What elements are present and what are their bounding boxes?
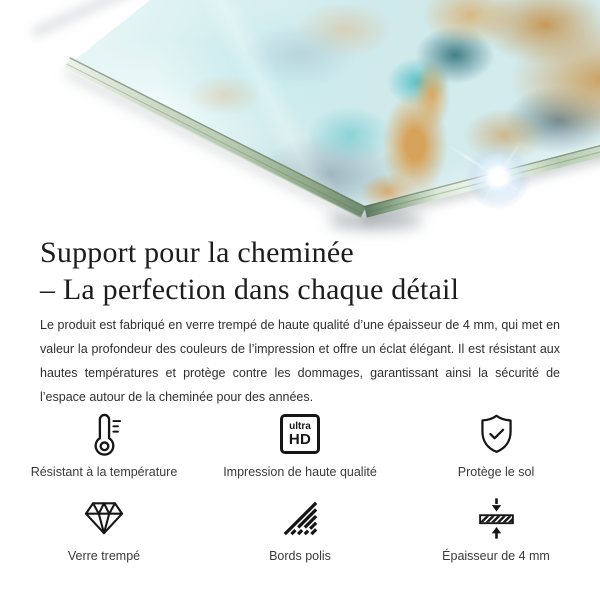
feature-temperature-resistant (6, 409, 202, 493)
feature-label: Protège le sol (457, 465, 535, 479)
feature-label: Épaisseur de 4 mm (442, 549, 550, 563)
feature-label: Bords polis (269, 549, 331, 563)
feature-thickness (398, 493, 594, 577)
feature-polished-edges (202, 493, 398, 577)
shield-check-icon (474, 411, 519, 457)
feature-floor-protection (398, 409, 594, 493)
ultra-hd-icon: ultra HD (280, 411, 320, 457)
page-title-line2: – La perfection dans chaque détail (40, 273, 460, 306)
page-title (40, 234, 600, 308)
page-title-line1: Support pour la cheminée (40, 236, 354, 269)
feature-print-quality (202, 409, 398, 493)
thermometer-icon (81, 411, 127, 457)
features-grid (0, 409, 600, 577)
diamond-icon (81, 495, 127, 541)
feature-tempered-glass (6, 493, 202, 577)
feature-label: Résistant à la température (30, 465, 178, 479)
feature-label: Impression de haute qualité (223, 465, 377, 479)
product-description-text: Le produit est fabriqué en verre trempé de haute qualité d’une épaisseur de 4 mm, qui met en valeur la profondeur des couleurs de l’impression et offre un éclat élégant. Il est résistant aux hautes températures et protège contre les dommages, garantissant ainsi la sécurité de l’espace autour de la cheminée pour des années. (40, 318, 560, 404)
thickness-icon (474, 495, 519, 541)
polished-edges-icon (279, 495, 321, 541)
product-photo (0, 0, 600, 230)
feature-label: Verre trempé (67, 549, 141, 563)
